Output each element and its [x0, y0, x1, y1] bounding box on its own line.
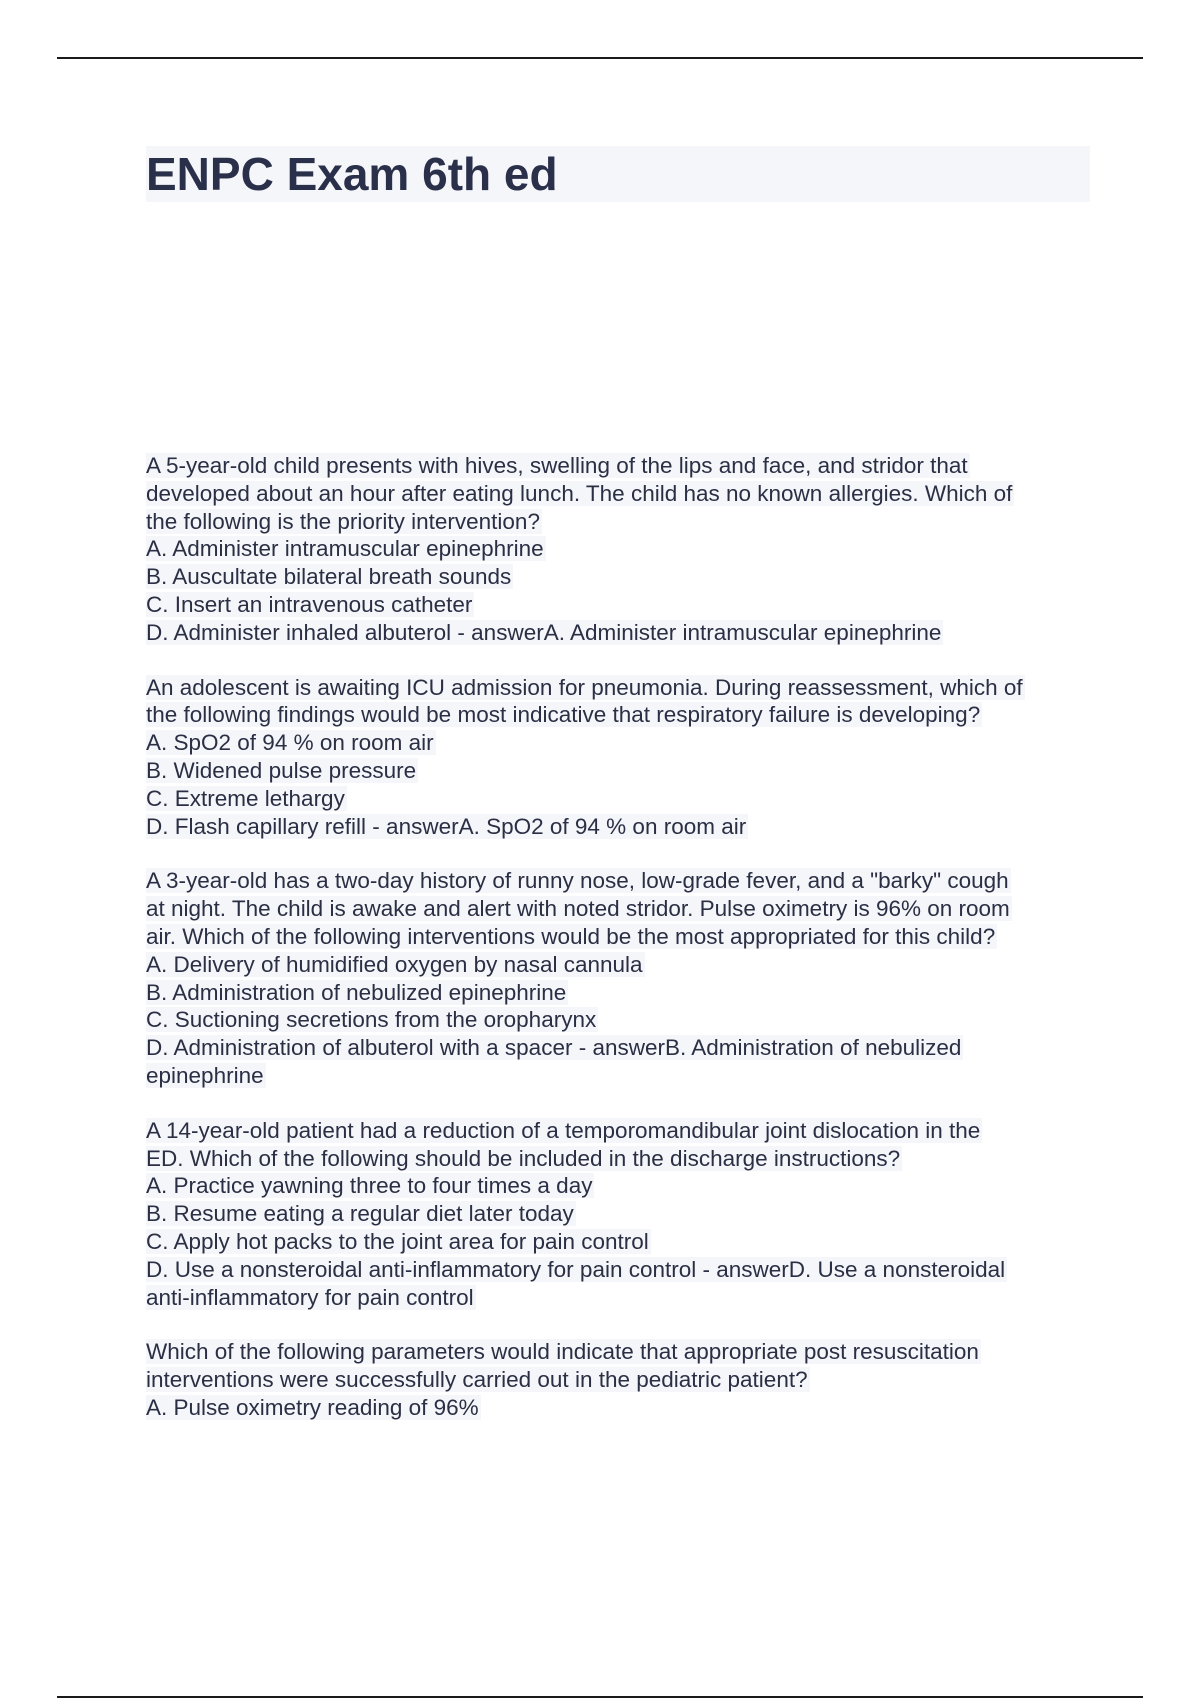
question-line: the following findings would be most indicative that respiratory failure is developing?	[146, 702, 981, 728]
question-block-1	[146, 452, 1096, 647]
option-d-answer: D. Administer inhaled albuterol - answerA. Administer intramuscular epinephrine	[146, 619, 942, 645]
question-line: A 5-year-old child presents with hives, swelling of the lips and face, and stridor that	[146, 453, 968, 478]
question-line: An adolescent is awaiting ICU admission for pneumonia. During reassessment, which of	[146, 674, 1023, 700]
question-line: developed about an hour after eating lunch. The child has no known allergies. Which of	[146, 480, 1013, 506]
option-a: A. Administer intramuscular epinephrine	[146, 536, 544, 562]
question-line: at night. The child is awake and alert with noted stridor. Pulse oximetry is 96% on room	[146, 896, 1010, 922]
option-a: A. Pulse oximetry reading of 96%	[146, 1394, 479, 1420]
question-line: A 3-year-old has a two-day history of runny nose, low-grade fever, and a "barky" cough	[146, 868, 1009, 894]
option-a: A. Delivery of humidified oxygen by nasal cannula	[146, 951, 643, 977]
option-c: C. Apply hot packs to the joint area for pain control	[146, 1228, 649, 1254]
option-d-answer-cont: anti-inflammatory for pain control	[146, 1284, 474, 1310]
question-line: Which of the following parameters would indicate that appropriate post resuscitation	[146, 1339, 979, 1365]
question-block-4	[146, 1117, 1096, 1312]
option-b: B. Auscultate bilateral breath sounds	[146, 564, 512, 590]
option-d-answer-cont: epinephrine	[146, 1062, 264, 1088]
question-list	[146, 452, 1096, 1449]
question-line: the following is the priority intervention?	[146, 508, 540, 534]
option-c: C. Insert an intravenous catheter	[146, 591, 473, 617]
question-line: interventions were successfully carried out in the pediatric patient?	[146, 1367, 808, 1393]
option-a: A. Practice yawning three to four times a day	[146, 1173, 593, 1199]
option-b: B. Widened pulse pressure	[146, 757, 417, 783]
option-b: B. Resume eating a regular diet later today	[146, 1201, 574, 1227]
option-d-answer: D. Administration of albuterol with a spacer - answerB. Administration of nebulized	[146, 1035, 962, 1061]
question-block-5	[146, 1338, 1096, 1421]
question-line: air. Which of the following interventions would be the most appropriated for this child?	[146, 923, 996, 949]
option-c: C. Extreme lethargy	[146, 785, 345, 811]
option-d-answer: D. Use a nonsteroidal anti-inflammatory for pain control - answerD. Use a nonsteroidal	[146, 1256, 1006, 1282]
option-b: B. Administration of nebulized epinephrine	[146, 979, 567, 1005]
option-d-answer: D. Flash capillary refill - answerA. SpO2 of 94 % on room air	[146, 813, 747, 839]
bottom-rule	[57, 1696, 1143, 1698]
option-c: C. Suctioning secretions from the oropharynx	[146, 1007, 597, 1033]
question-block-2	[146, 674, 1096, 841]
option-a: A. SpO2 of 94 % on room air	[146, 730, 434, 756]
question-block-3	[146, 867, 1096, 1089]
question-line: ED. Which of the following should be included in the discharge instructions?	[146, 1145, 901, 1171]
page-title: ENPC Exam 6th ed	[146, 148, 558, 200]
top-rule	[57, 57, 1143, 59]
question-line: A 14-year-old patient had a reduction of a temporomandibular joint dislocation in the	[146, 1117, 981, 1143]
